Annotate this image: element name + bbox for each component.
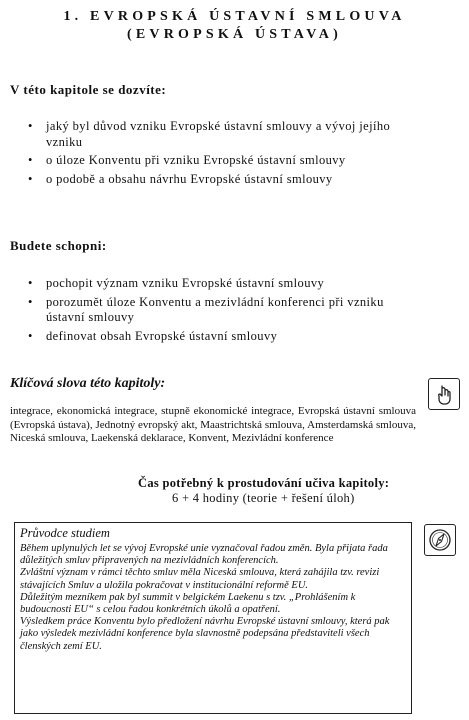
learn-list bbox=[28, 119, 418, 190]
guide-paragraph: Zvláštní význam v rámci těchto smluv měla Niceská smlouva, která zahájila tzv. revizi stávajících Smluv a uložila pokračovat v institucionální reformě EU. bbox=[20, 567, 380, 591]
list-item: • o podobě a obsahu návrhu Evropské ústavní smlouvy bbox=[28, 172, 418, 188]
guide-paragraph: Během uplynulých let se vývoj Evropské unie vyznačoval řadou změn. Byla přijata řada důležitých smluv připravených na mezivládních konferencích. bbox=[20, 543, 388, 567]
list-item: • o úloze Konventu při vzniku Evropské ústavní smlouvy bbox=[28, 153, 418, 169]
study-time-value: 6 + 4 hodiny (teorie + řešení úloh) bbox=[172, 491, 355, 505]
study-guide-text bbox=[20, 543, 408, 653]
list-item: • pochopit význam vzniku Evropské ústavní smlouvy bbox=[28, 276, 418, 292]
keywords-heading: Klíčová slova této kapitoly: bbox=[10, 376, 166, 391]
guide-paragraph: Důležitým mezníkem pak byl summit v belgickém Laekenu s tzv. „Prohlášením k budoucnosti EU“ s celou řadou konkrétních úkolů a opatření. bbox=[20, 591, 356, 616]
skills-list bbox=[28, 276, 418, 347]
study-time-label: Čas potřebný k prostudování učiva kapitoly: bbox=[138, 476, 390, 490]
compass-icon bbox=[424, 524, 456, 556]
guide-paragraph: Výsledkem práce Konventu bylo předložení návrhu Evropské ústavní smlouvy, která pak jako výsledek mezivládní konference byla slavnostně podepsána představiteli všech členských zemí EU. bbox=[20, 616, 390, 652]
learn-heading: V této kapitole se dozvíte: bbox=[10, 82, 167, 97]
keywords-text: integrace, ekonomická integrace, stupně ekonomické integrace, Evropská ústavní smlouva (Evropská ústava), Jednotný evropský akt, Maastrichtská smlouva, Amsterdamská smlouva, Niceská smlouva, Laekenská deklarace, Konvent, Mezivládní konference bbox=[10, 405, 416, 444]
chapter-title-line1: 1. EVROPSKÁ ÚSTAVNÍ SMLOUVA bbox=[63, 9, 406, 24]
study-guide-title: Průvodce studiem bbox=[20, 526, 110, 540]
chapter-title-line2: (EVROPSKÁ ÚSTAVA) bbox=[127, 27, 342, 42]
list-item: • jaký byl důvod vzniku Evropské ústavní smlouvy a vývoj jejího vzniku bbox=[28, 119, 418, 150]
list-item: • porozumět úloze Konventu a mezivládní konferenci při vzniku ústavní smlouvy bbox=[28, 295, 418, 326]
skills-heading: Budete schopni: bbox=[10, 238, 107, 253]
pointing-hand-icon bbox=[428, 378, 460, 410]
list-item: • definovat obsah Evropské ústavní smlouvy bbox=[28, 329, 418, 345]
